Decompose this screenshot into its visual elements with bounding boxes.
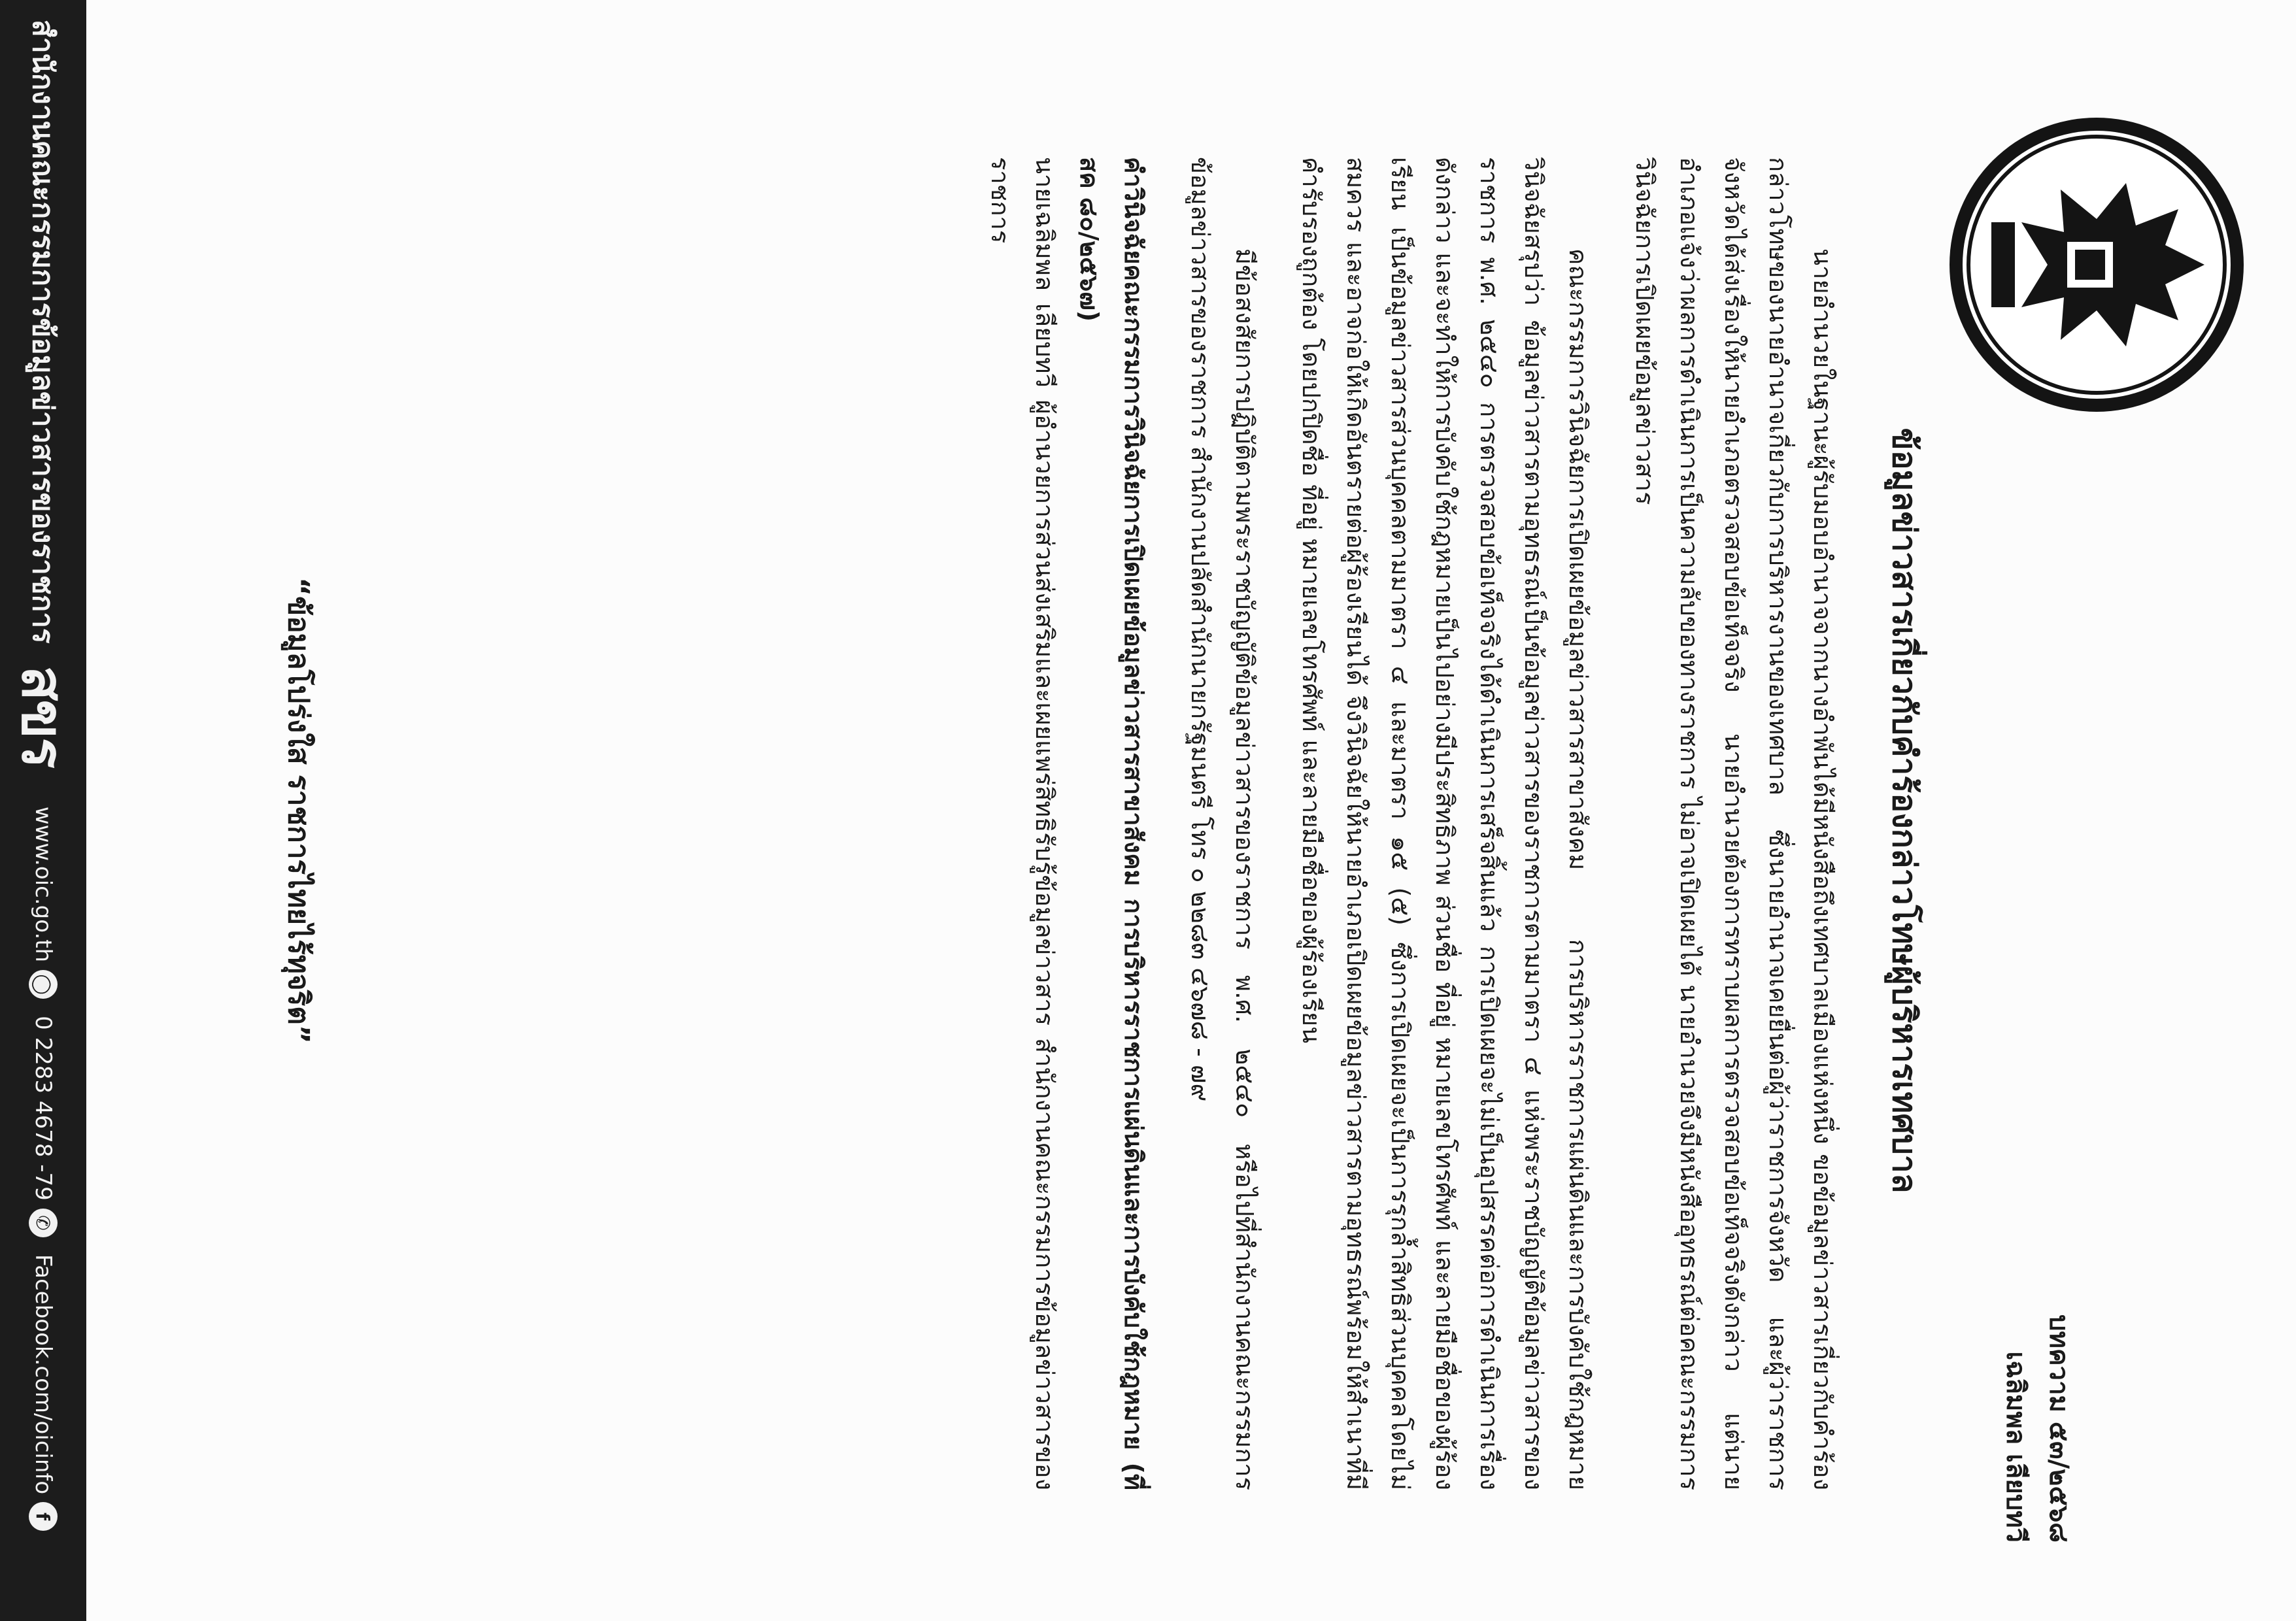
footer-agency-name: สำนักงานคณะกรรมการข้อมูลข่าวสารของราชการ xyxy=(26,20,59,644)
footer-website[interactable] xyxy=(29,807,58,999)
contact-paragraph: มีข้อสงสัยการปฏิบัติตามพระราชบัญญัติข้อมูลข่าวสารของราชการ พ.ศ. ๒๕๔๐ หรือไปที่สำนักงานคณะกรรมการข้อมูลข่าวสารของราชการ สำนักงานปลัดสำนักนายกรัฐมนตรี โทร ๐ ๒๒๘๓ ๔๖๗๘ - ๗๙ xyxy=(1186,157,1259,1490)
paragraph-ruling: คณะกรรมการวินิจฉัยการเปิดเผยข้อมูลข่าวสารสาขาสังคม การบริหารราชการแผ่นดินและการบังคับใช้กฎหมายวินิจฉัยสรุปว่า ข้อมูลข่าวสารตามอุทธรณ์เป็นข้อมูลข่าวสารของราชการตามมาตรา ๔ แห่งพระราชบัญญัติข้อมูลข่าวสารของราชการ พ.ศ. ๒๕๔๐ การตรวจสอบข้อเท็จจริงได้ดำเนินการเสร็จสิ้นแล้ว การเปิดเผยจะไม่เป็นอุปสรรคต่อการดำเนินการเรื่องดังกล่าว และจะทำให้การบังคับใช้กฎหมายเป็นไปอย่างมีประสิทธิภาพ ส่วนชื่อ ที่อยู่ หมายเลขโทรศัพท์ และลายมือชื่อของผู้ร้องเรียน เป็นข้อมูลข่าวสารส่วนบุคคลตามมาตรา ๔ และมาตรา ๑๕ (๕) ซึ่งการเปิดเผยจะเป็นการรุกล้ำสิทธิส่วนบุคคลโดยไม่สมควร และอาจก่อให้เกิดอันตรายต่อผู้ร้องเรียนได้ จึงวินิจฉัยให้นายอำเภอเปิดเผยข้อมูลข่าวสารตามอุทธรณ์พร้อมให้สำเนาที่มีคำรับรองถูกต้อง โดยปกปิดชื่อ ที่อยู่ หมายเลขโทรศัพท์ และลายมือชื่อของผู้ร้องเรียน xyxy=(1297,157,1593,1490)
document-body xyxy=(956,157,1845,1490)
phone-icon: ✆ xyxy=(29,1209,58,1237)
author-name: เฉลิมพล เลียบทวี xyxy=(2001,1351,2031,1543)
issue-number: บทความ ๕๓/๒๕๖๘ xyxy=(2044,1314,2074,1543)
issue-header xyxy=(1994,1229,2080,1543)
globe-icon: ◯ xyxy=(29,970,58,999)
slogan: “ข้อมูลโปร่งใส ราชการไทยไร้ทุจริต” xyxy=(282,577,315,1044)
footer-bar xyxy=(0,0,86,1621)
document-title: ข้อมูลข่าวสารเกี่ยวกับคำร้องกล่าวโทษผู้บริหารเทศบาล xyxy=(1885,427,1923,1194)
footer-website-text: www.oic.go.th xyxy=(30,806,56,963)
footer-phone-text: 0 2283 4678 -79 xyxy=(30,1016,56,1201)
facebook-icon: f xyxy=(29,1502,58,1531)
garuda-seal-icon xyxy=(1943,111,2250,418)
footer-facebook[interactable] xyxy=(29,1254,58,1531)
ruling-heading: คำวินิจฉัยคณะกรรมการวินิจฉัยการเปิดเผยข้อมูลข่าวสารสาขาสังคม การบริหารราชการแผ่นดินและการบังคับใช้กฎหมาย (ที่ สค ๘๐/๒๕๖๗) xyxy=(1075,157,1148,1490)
footer-phone[interactable] xyxy=(29,1016,58,1237)
footer-logo: สขร xyxy=(9,665,76,767)
paragraph-background: นายอำนวยในฐานะผู้รับมอบอำนาจจากนางอำพันได้มีหนังสือถึงเทศบาลเมืองแห่งหนึ่ง ขอข้อมูลข่าวสารเกี่ยวกับคำร้องกล่าวโทษของนายอำนาจเกี่ยวกับการบริหารงานของเทศบาล ซึ่งนายอำนาจเคยยื่นต่อผู้ว่าราชการจังหวัด และผู้ว่าราชการจังหวัดได้ส่งเรื่องให้นายอำเภอตรวจสอบข้อเท็จจริง นายอำนวยต้องการทราบผลการตรวจสอบข้อเท็จจริงดังกล่าว แต่นายอำเภอแจ้งว่าผลการดำเนินการเป็นความลับของทางราชการ ไม่อาจเปิดเผยได้ นายอำนวยจึงมีหนังสืออุทธรณ์ต่อคณะกรรมการวินิจฉัยการเปิดเผยข้อมูลข่าวสาร xyxy=(1630,157,1837,1490)
author-line: นายเฉลิมพล เลียบทวี ผู้อำนวยการส่วนส่งเสริมและเผยแพร่สิทธิรับรู้ข้อมูลข่าวสาร สำนักงานคณะกรรมการข้อมูลข่าวสารของราชการ xyxy=(986,157,1059,1490)
footer-facebook-text: Facebook.com/oicinfo xyxy=(30,1254,56,1495)
